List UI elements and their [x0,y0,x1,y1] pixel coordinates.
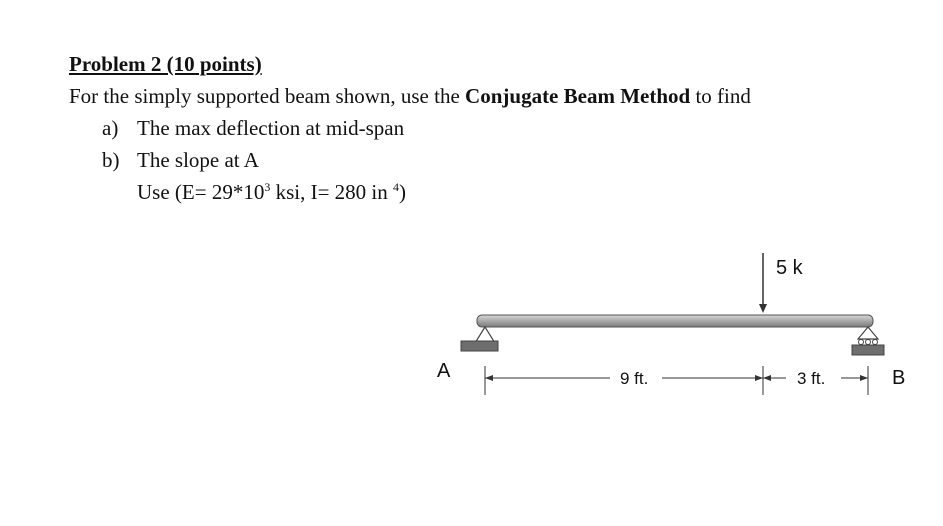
use-exponent-3: 3 [264,180,271,194]
pin-support-left [461,327,498,351]
intro-suffix: to find [690,84,751,108]
beam [477,315,873,327]
list-marker-a: a) [102,116,119,140]
load-label: 5 k [776,257,803,279]
use-exponent-4: 4 [393,180,400,194]
dim-right-label: 3 ft. [797,369,826,388]
list-marker-b: b) [102,148,120,172]
point-load-arrow [759,253,767,313]
list-text-b: The slope at A [137,148,259,172]
use-suffix: ) [399,180,407,204]
problem-title: Problem 2 (10 points) [69,52,262,76]
use-middle: ksi, I= 280 in [270,180,394,204]
use-prefix: Use (E= 29*10 [137,180,265,204]
dim-left-label: 9 ft. [620,369,649,388]
roller-support-right [852,327,884,355]
intro-prefix: For the simply supported beam shown, use the [69,84,466,108]
list-text-a: The max deflection at mid-span [137,116,405,140]
support-a-label: A [437,360,451,382]
intro-method: Conjugate Beam Method [465,84,691,108]
support-b-label: B [892,367,906,389]
